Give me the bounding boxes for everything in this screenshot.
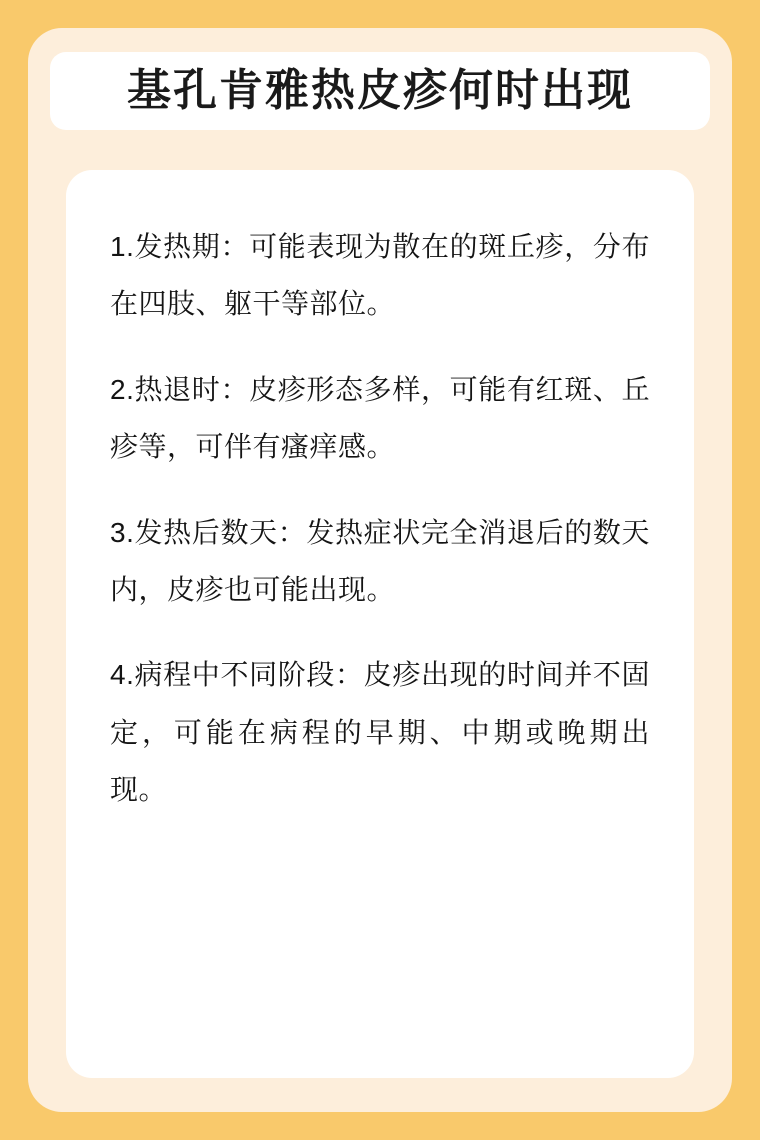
list-item: 1.发热期：可能表现为散在的斑丘疹，分布在四肢、躯干等部位。 <box>110 231 650 320</box>
list-item: 3.发热后数天：发热症状完全消退后的数天内，皮疹也可能出现。 <box>110 516 650 605</box>
poster-card <box>28 28 732 1112</box>
title-banner <box>50 52 710 130</box>
page-title: 基孔肯雅热皮疹何时出现 <box>127 66 633 115</box>
content-panel <box>66 170 694 1078</box>
list-item: 4.病程中不同阶段：皮疹出现的时间并不固定，可能在病程的早期、中期或晚期出现。 <box>110 659 650 806</box>
list-item: 2.热退时：皮疹形态多样，可能有红斑、丘疹等，可伴有瘙痒感。 <box>110 373 650 463</box>
